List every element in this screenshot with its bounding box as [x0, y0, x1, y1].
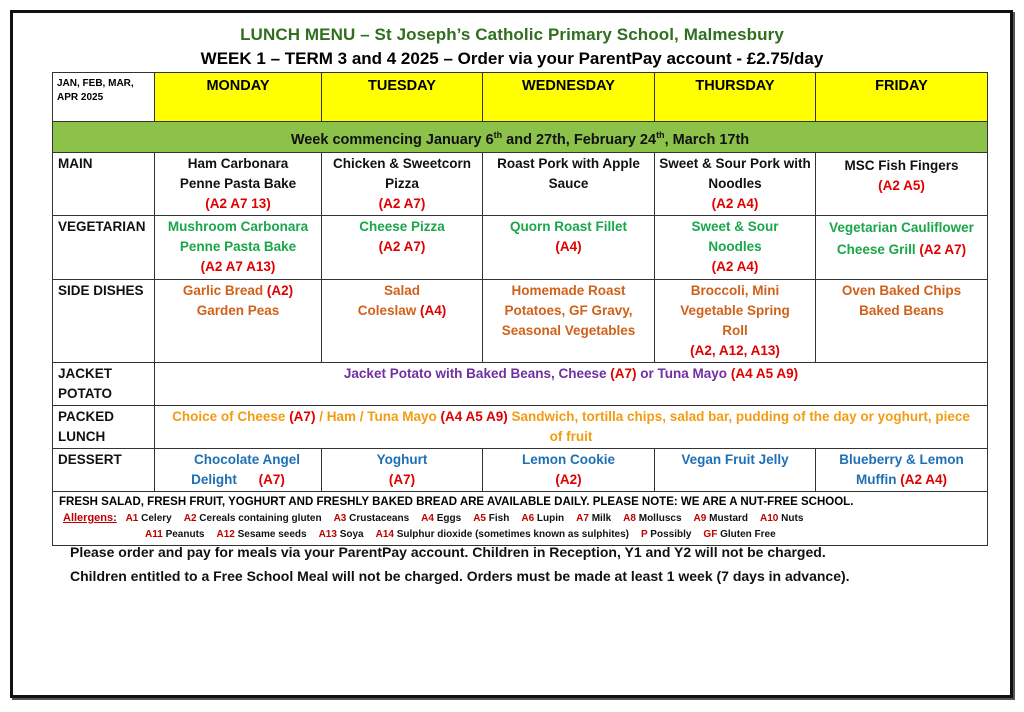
side-monday: Garlic Bread (A2) Garden Peas — [155, 280, 322, 363]
side-friday: Oven Baked Chips Baked Beans — [816, 280, 988, 363]
allergen-code: A3 — [333, 513, 347, 524]
vegetarian-row — [53, 216, 988, 280]
allergen-key-item — [145, 529, 204, 540]
allergen-key-item — [694, 513, 748, 524]
row-label-packed-lunch: PACKED LUNCH — [53, 406, 155, 449]
row-label-dessert: DESSERT — [53, 449, 155, 492]
side-thursday: Broccoli, Mini Vegetable Spring Roll (A2, A12, A13) — [655, 280, 816, 363]
side-dishes-row — [53, 280, 988, 363]
ordering-info — [70, 540, 850, 588]
dessert-row — [53, 449, 988, 492]
veg-monday: Mushroom Carbonara Penne Pasta Bake (A2 A7 A13) — [155, 216, 322, 280]
row-label-jacket-potato: JACKET POTATO — [53, 363, 155, 406]
daily-note: FRESH SALAD, FRESH FRUIT, YOGHURT AND FRESHLY BAKED BREAD ARE AVAILABLE DAILY. PLEASE NOTE: WE ARE A NUT-FREE SCHOOL. — [59, 496, 854, 508]
allergens-label: Allergens: — [63, 512, 117, 524]
allergen-key-item — [216, 529, 306, 540]
allergen-key-row1 — [59, 510, 981, 527]
allergen-code: A12 — [216, 529, 235, 540]
allergen-code: A5 — [473, 513, 486, 524]
menu-title: LUNCH MENU – St Joseph’s Catholic Primary School, Malmesbury — [240, 25, 784, 44]
allergen-key-item — [760, 513, 803, 524]
main-wednesday: Roast Pork with Apple Sauce — [483, 153, 655, 216]
allergen-key-item — [126, 513, 172, 524]
main-tuesday: Chicken & Sweetcorn Pizza (A2 A7) — [322, 153, 483, 216]
allergen-key-item — [703, 529, 775, 540]
notes-cell — [53, 492, 988, 546]
months-label: JAN, FEB, MAR, APR 2025 — [53, 73, 155, 122]
ordering-line-1: Please order and pay for meals via your ParentPay account. Children in Reception, Y1 and Y2 will not be charged. — [70, 544, 826, 560]
lunch-menu-table — [52, 72, 988, 546]
allergen-key-item — [576, 513, 611, 524]
row-label-side-dishes: SIDE DISHES — [53, 280, 155, 363]
allergen-key-item — [184, 513, 322, 524]
allergen-key-item — [319, 529, 364, 540]
allergen-name: Fish — [486, 513, 510, 524]
allergen-code: A14 — [375, 529, 394, 540]
allergen-code: A6 — [521, 513, 535, 524]
allergen-code: A8 — [623, 513, 636, 524]
main-monday: Ham Carbonara Penne Pasta Bake (A2 A7 13) — [155, 153, 322, 216]
jacket-potato-text: Jacket Potato with Baked Beans, Cheese (A7) or Tuna Mayo (A4 A5 A9) — [155, 363, 988, 406]
dessert-tuesday: Yoghurt (A7) — [322, 449, 483, 492]
side-tuesday: Salad Coleslaw (A4) — [322, 280, 483, 363]
main-thursday: Sweet & Sour Pork with Noodles (A2 A4) — [655, 153, 816, 216]
day-tuesday: TUESDAY — [322, 73, 483, 122]
veg-friday: Vegetarian Cauliflower Cheese Grill (A2 A7) — [816, 216, 988, 280]
allergen-key-item — [623, 513, 681, 524]
day-thursday: THURSDAY — [655, 73, 816, 122]
menu-subtitle: WEEK 1 – TERM 3 and 4 2025 – Order via your ParentPay account - £2.75/day — [200, 49, 824, 68]
allergen-key-item — [376, 529, 629, 540]
dessert-wednesday: Lemon Cookie (A2) — [483, 449, 655, 492]
jacket-potato-row — [53, 363, 988, 406]
allergen-code: A10 — [760, 513, 779, 524]
day-header-row — [53, 73, 988, 122]
ordering-line-2: Children entitled to a Free School Meal will not be charged. Orders must be made at least 1 week (7 days in advance). — [70, 568, 850, 584]
packed-lunch-row — [53, 406, 988, 449]
allergen-code: A7 — [576, 513, 589, 524]
veg-wednesday: Quorn Roast Fillet (A4) — [483, 216, 655, 280]
allergen-name: Molluscs — [635, 513, 682, 524]
main-row — [53, 153, 988, 216]
allergen-code: A1 — [125, 513, 139, 524]
allergen-name: Sulphur dioxide (sometimes known as sulphites) — [393, 529, 630, 540]
week-commencing-row — [53, 122, 988, 153]
allergen-name: Crustaceans — [346, 513, 410, 524]
day-wednesday: WEDNESDAY — [483, 73, 655, 122]
week-commencing: Week commencing January 6th and 27th, February 24th, March 17th — [53, 122, 988, 153]
allergen-name: Cereals containing gluten — [196, 513, 322, 524]
allergen-name: Possibly — [647, 529, 692, 540]
allergen-code: A2 — [183, 513, 197, 524]
main-friday: MSC Fish Fingers (A2 A5) — [816, 153, 988, 216]
dessert-friday: Blueberry & Lemon Muffin (A2 A4) — [816, 449, 988, 492]
allergen-key-item — [521, 513, 564, 524]
day-friday: FRIDAY — [816, 73, 988, 122]
packed-lunch-text: Choice of Cheese (A7) / Ham / Tuna Mayo (A4 A5 A9) Sandwich, tortilla chips, salad bar, pudding of the day or yoghurt, piece of fruit — [155, 406, 988, 449]
allergen-code: A13 — [318, 529, 337, 540]
allergen-key-item — [421, 513, 461, 524]
allergen-key-item — [334, 513, 410, 524]
dessert-monday: Chocolate Angel Delight (A7) — [155, 449, 322, 492]
allergen-code: P — [641, 529, 648, 540]
allergen-code: A4 — [421, 513, 434, 524]
allergen-code: A9 — [693, 513, 707, 524]
side-wednesday: Homemade Roast Potatoes, GF Gravy, Seasonal Vegetables — [483, 280, 655, 363]
allergen-name: Peanuts — [162, 529, 205, 540]
allergen-code: GF — [703, 529, 718, 540]
allergen-name: Sesame seeds — [234, 529, 307, 540]
allergen-name: Nuts — [778, 513, 804, 524]
allergen-name: Gluten Free — [717, 529, 776, 540]
allergen-name: Soya — [336, 529, 364, 540]
allergen-name: Milk — [588, 513, 612, 524]
veg-thursday: Sweet & Sour Noodles (A2 A4) — [655, 216, 816, 280]
dessert-thursday: Vegan Fruit Jelly — [655, 449, 816, 492]
notes-row — [53, 492, 988, 546]
allergen-name: Celery — [138, 513, 172, 524]
allergen-code: A11 — [145, 529, 163, 540]
allergen-name: Eggs — [433, 513, 462, 524]
allergen-key-item — [641, 529, 691, 540]
allergen-key-item — [473, 513, 509, 524]
allergen-name: Mustard — [706, 513, 749, 524]
row-label-main: MAIN — [53, 153, 155, 216]
allergen-name: Lupin — [534, 513, 565, 524]
veg-tuesday: Cheese Pizza (A2 A7) — [322, 216, 483, 280]
row-label-vegetarian: VEGETARIAN — [53, 216, 155, 280]
day-monday: MONDAY — [155, 73, 322, 122]
